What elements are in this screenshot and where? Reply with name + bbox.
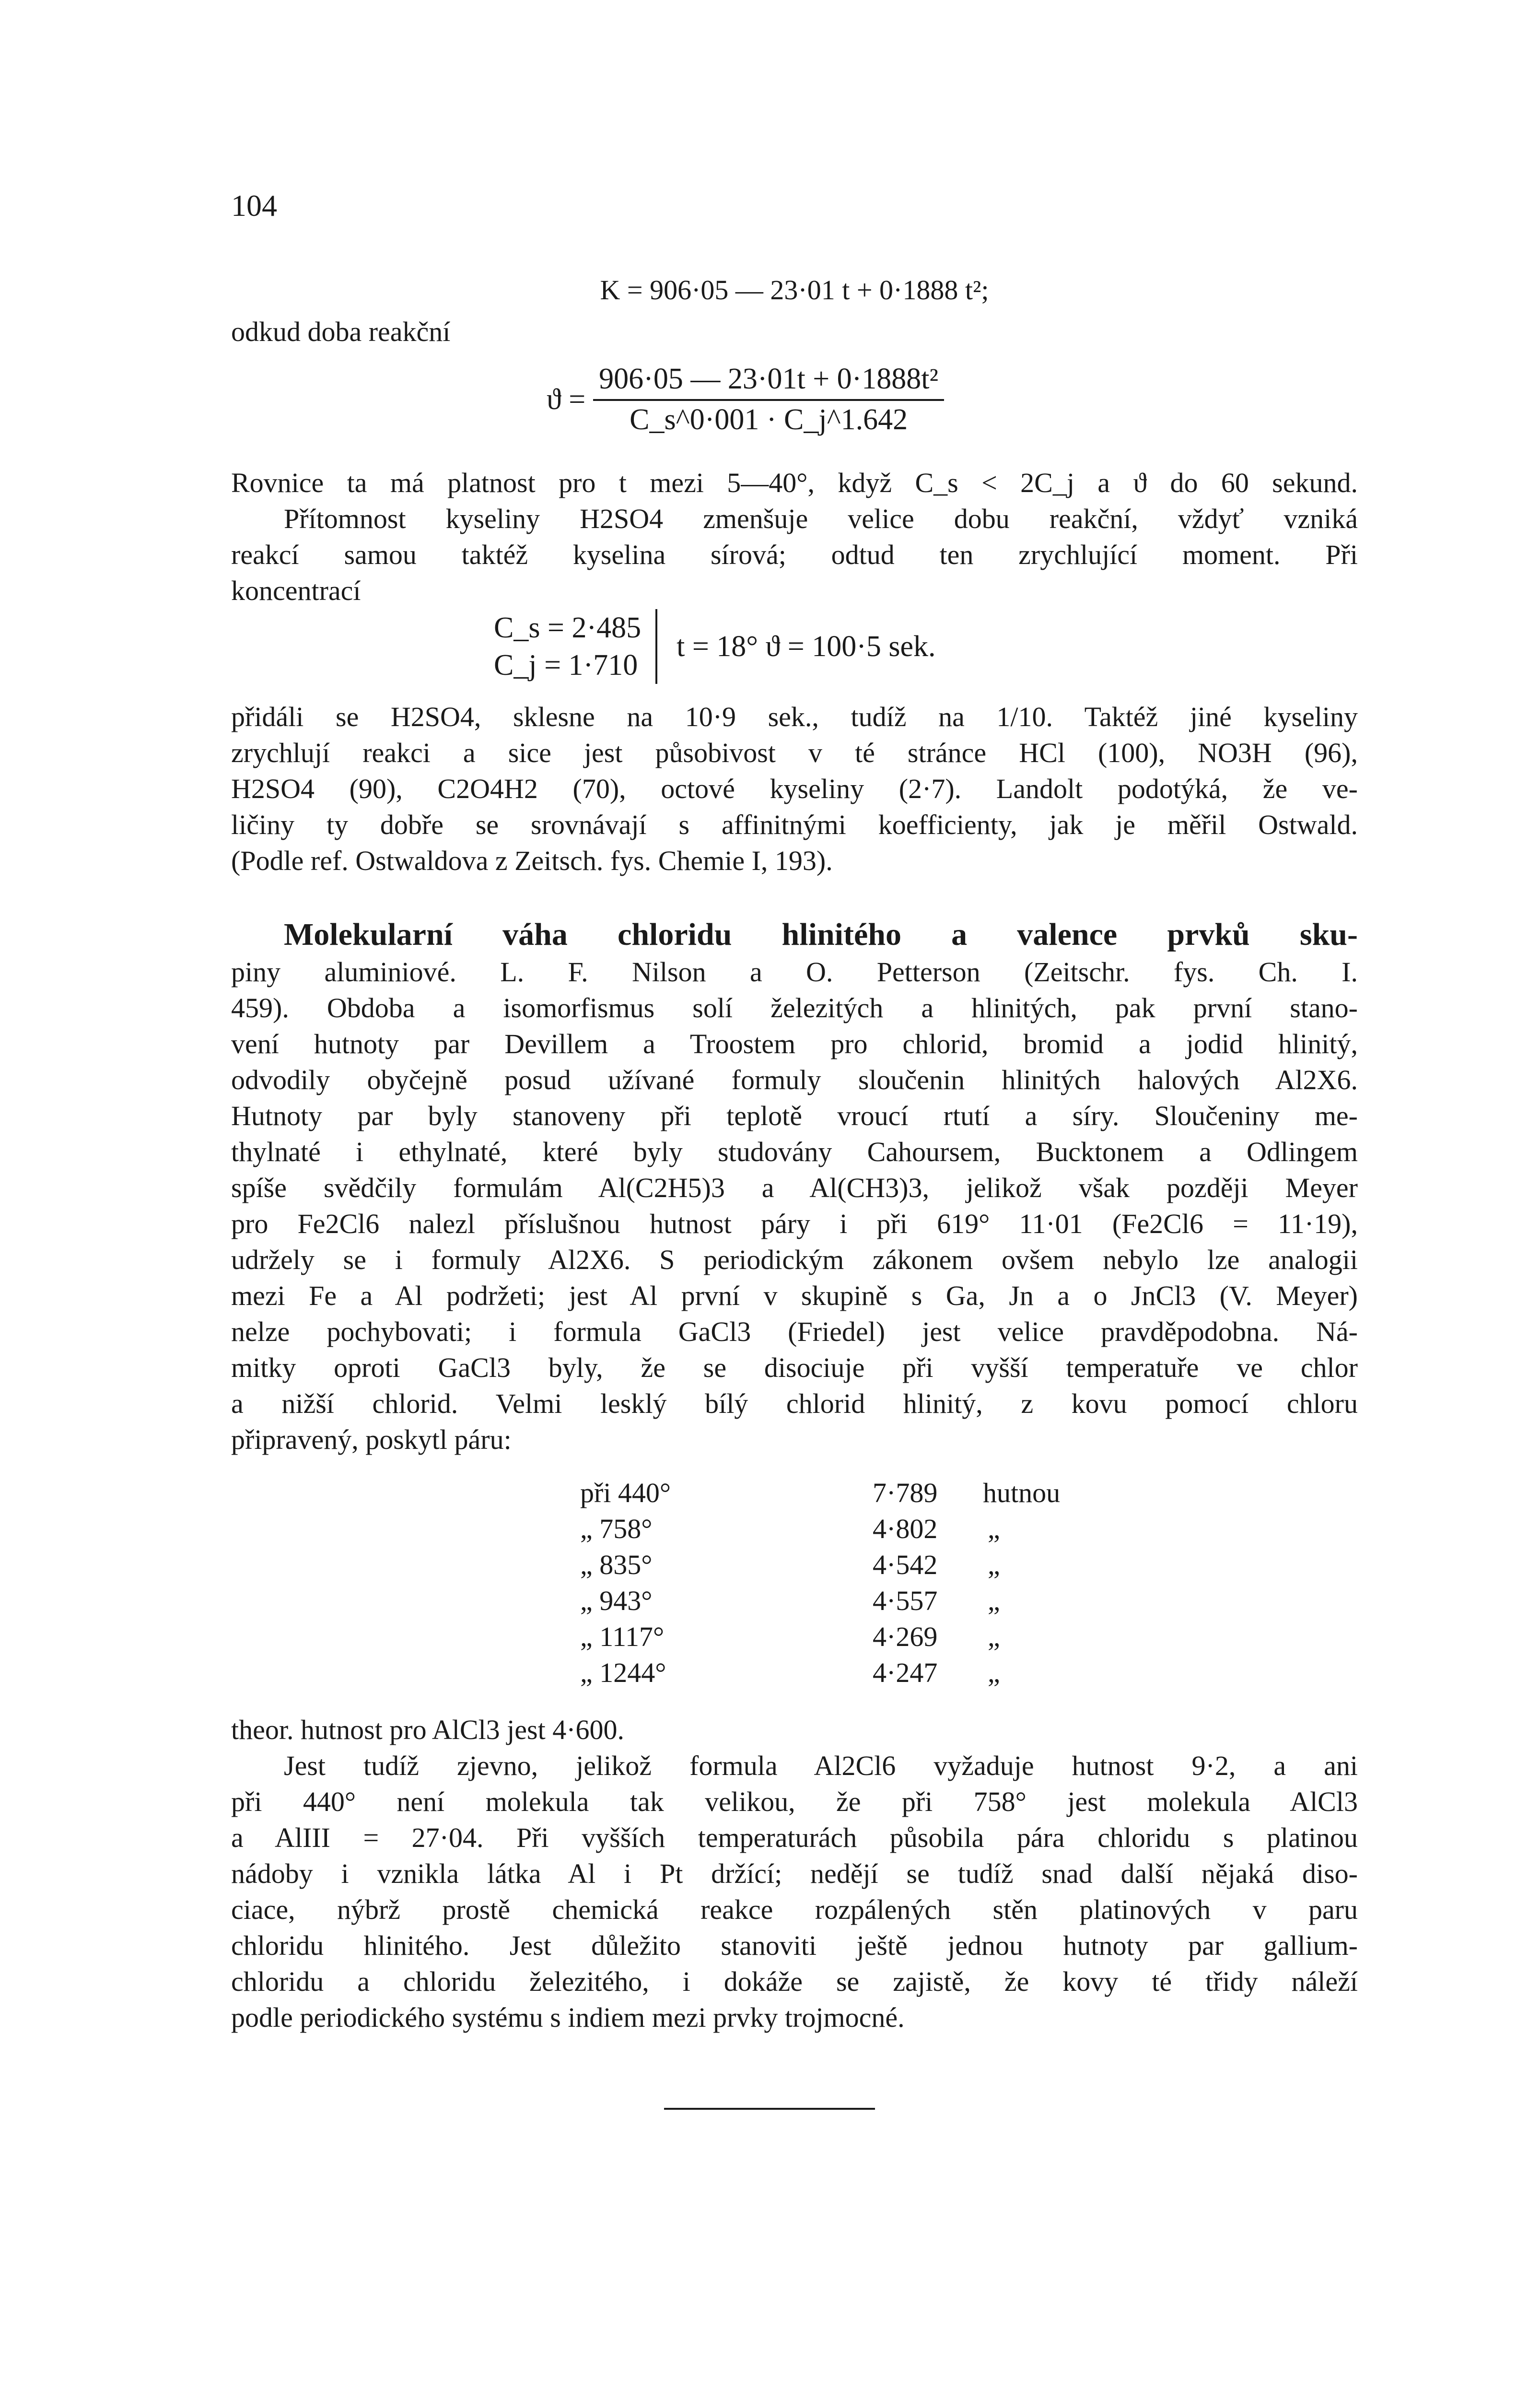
theoretical-density: theor. hutnost pro AlCl3 jest 4·600.	[231, 1714, 625, 1745]
para2-line: ličiny ty dobře se srovnávají s affinitnými koefficienty, jak je měřil Ostwald.	[231, 809, 1358, 840]
table-row	[580, 1475, 1093, 1511]
condition-cj: C_j = 1·710	[494, 649, 638, 682]
para1-line: Přítomnost kyseliny H2SO4 zmenšuje velice dobu reakční, vždyť vzniká	[284, 503, 1358, 534]
table-unit: „	[988, 1549, 1000, 1580]
para3-line: připravený, poskytl páru:	[231, 1424, 512, 1455]
para3-line: pro Fe2Cl6 nalezl příslušnou hutnost páry i při 619° 11·01 (Fe2Cl6 = 11·19),	[231, 1208, 1358, 1239]
table-row	[580, 1547, 1093, 1583]
table-unit: „	[988, 1585, 1000, 1616]
condition-cs: C_s = 2·485	[494, 611, 642, 644]
table-row	[580, 1583, 1093, 1619]
para3-line: mitky oproti GaCl3 byly, že se disociuje při vyšší temperatuře ve chlor	[231, 1352, 1358, 1383]
table-temp: při 440°	[580, 1477, 671, 1508]
para4-line: nádoby i vznikla látka Al i Pt držící; nedějí se tudíž snad další nějaká diso-	[231, 1858, 1358, 1889]
page-number: 104	[231, 188, 277, 223]
table-value: 7·789	[873, 1477, 938, 1508]
para3-line: odvodily obyčejně posud užívané formuly sloučenin hlinitých halových Al2X6.	[231, 1064, 1358, 1095]
table-value: 4·247	[873, 1657, 938, 1688]
para3-line: vení hutnoty par Devillem a Troostem pro chlorid, bromid a jodid hlinitý,	[231, 1028, 1358, 1059]
para1-line: Rovnice ta má platnost pro t mezi 5—40°, když C_s < 2C_j a ϑ do 60 sekund.	[231, 467, 1358, 498]
equation-theta-lhs: ϑ =	[547, 383, 586, 416]
para2-line: (Podle ref. Ostwaldova z Zeitsch. fys. Chemie I, 193).	[231, 845, 833, 876]
concentration-conditions	[494, 609, 936, 684]
table-row	[580, 1655, 1093, 1691]
para2-line: H2SO4 (90), C2O4H2 (70), octové kyseliny (2·7). Landolt podotýká, že ve-	[231, 773, 1358, 804]
para2-line: přidáli se H2SO4, sklesne na 10·9 sek., tudíž na 1/10. Taktéž jiné kyseliny	[231, 701, 1358, 732]
para4-line: chloridu a chloridu železitého, i dokáže se zajistě, že kovy té třidy náleží	[231, 1966, 1358, 1997]
para3-line: spíše svědčily formulám Al(C2H5)3 a Al(CH3)3, jelikož však později Meyer	[231, 1172, 1358, 1203]
table-value: 4·269	[873, 1621, 938, 1652]
para4-line: podle periodického systému s indiem mezi prvky trojmocné.	[231, 2002, 905, 2033]
para4-line: při 440° není molekula tak velikou, že při 758° jest molekula AlCl3	[231, 1786, 1358, 1817]
vapor-density-table	[580, 1475, 1093, 1691]
para1-line: koncentrací	[231, 575, 361, 606]
table-unit: „	[988, 1657, 1000, 1688]
para3-line: mezi Fe a Al podržeti; jest Al první v skupině s Ga, Jn a o JnCl3 (V. Meyer)	[231, 1280, 1358, 1311]
equation-theta	[547, 362, 944, 437]
table-temp: „ 1244°	[580, 1657, 666, 1688]
para1-line: reakcí samou taktéž kyselina sírová; odtud ten zrychlující moment. Při	[231, 539, 1358, 570]
table-temp: „ 943°	[580, 1585, 653, 1616]
table-row	[580, 1619, 1093, 1655]
section-divider	[664, 2108, 875, 2110]
equation-numerator: 906·05 — 23·01t + 0·1888t²	[593, 362, 944, 401]
table-unit: „	[988, 1513, 1000, 1544]
table-unit: hutnou	[983, 1477, 1061, 1508]
para3-line: nelze pochybovati; i formula GaCl3 (Friedel) jest velice pravděpodobna. Ná-	[231, 1316, 1358, 1347]
intro-label: odkud doba reakční	[231, 316, 451, 347]
para3-line: 459). Obdoba a isomorfismus solí železitých a hlinitých, pak první stano-	[231, 992, 1358, 1023]
para4-line: ciace, nýbrž prostě chemická reakce rozpálených stěn platinových v paru	[231, 1894, 1358, 1925]
condition-result: t = 18° ϑ = 100·5 sek.	[677, 630, 936, 663]
table-value: 4·542	[873, 1549, 938, 1580]
para3-line: Hutnoty par byly stanoveny při teplotě vroucí rtutí a síry. Sloučeniny me-	[231, 1100, 1358, 1131]
para4-line: chloridu hlinitého. Jest důležito stanoviti ještě jednou hutnoty par gallium-	[231, 1930, 1358, 1961]
section-heading: Molekularní váha chloridu hlinitého a valence prvků sku-	[284, 917, 1358, 952]
table-temp: „ 1117°	[580, 1621, 665, 1652]
para4-line: Jest tudíž zjevno, jelikož formula Al2Cl6 vyžaduje hutnost 9·2, a ani	[284, 1750, 1358, 1781]
para3-line: thylnaté i ethylnaté, které byly studovány Cahoursem, Bucktonem a Odlingem	[231, 1136, 1358, 1167]
equation-k: K = 906·05 — 23·01 t + 0·1888 t²;	[600, 274, 989, 306]
table-temp: „ 758°	[580, 1513, 653, 1544]
table-value: 4·802	[873, 1513, 938, 1544]
table-unit: „	[988, 1621, 1000, 1652]
equation-denominator: C_s^0·001 · C_j^1.642	[630, 403, 908, 436]
para2-line: zrychlují reakci a sice jest působivost v té stránce HCl (100), NO3H (96),	[231, 737, 1358, 768]
para3-line: a nižší chlorid. Velmi lesklý bílý chlorid hlinitý, z kovu pomocí chloru	[231, 1388, 1358, 1419]
table-row	[580, 1511, 1093, 1547]
table-temp: „ 835°	[580, 1549, 653, 1580]
para4-line: a AlIII = 27·04. Při vyšších temperaturách působila pára chloridu s platinou	[231, 1822, 1358, 1853]
para3-line: udržely se i formuly Al2X6. S periodickým zákonem ovšem nebylo lze analogii	[231, 1244, 1358, 1275]
para3-line: piny aluminiové. L. F. Nilson a O. Petterson (Zeitschr. fys. Ch. I.	[231, 956, 1358, 987]
table-value: 4·557	[873, 1585, 938, 1616]
